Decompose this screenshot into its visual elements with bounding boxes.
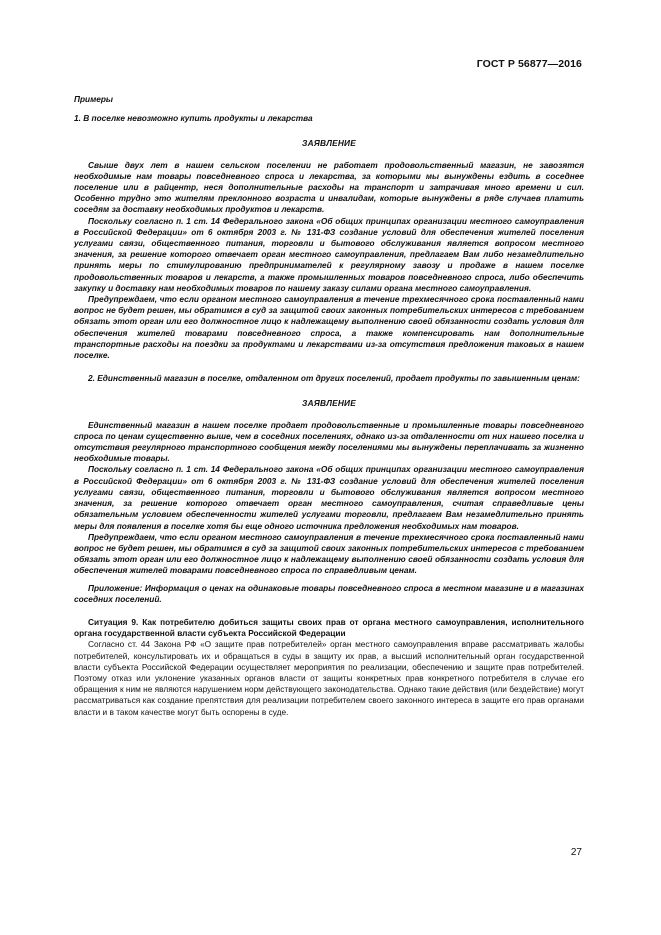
statement2-title: ЗАЯВЛЕНИЕ xyxy=(302,398,356,409)
statement2-paragraph-2: Поскольку согласно п. 1 ст. 14 Федерального закона «Об общих принципах организации местного самоуправления в Российской Федерации» от 6 октября 2003 г. № 131-ФЗ создание условий для обеспечения жителей поселения услугами связи, общественного питания, торговли и бытового обслуживания является вопросом местного значения, за решение которого отвечает орган местного самоуправления, считая справедливые цены обязательным условием обеспеченности жителей услугами торговли, предлагаем Вам незамедлительно принять меры для появления в поселке хотя бы еще одного источника предложения необходимых нам товаров. xyxy=(74,464,584,531)
page-content xyxy=(74,94,584,718)
situation9-body: Согласно ст. 44 Закона РФ «О защите прав потребителей» орган местного самоуправления вправе рассматривать жалобы потребителей, консультировать их и обращаться в суды в защиту их прав, а высший исполнительный орган государственной власти субъекта Российской Федерации осуществляет мероприятия по реализации, обеспечению и защите прав потребителей. Поэтому отказ или уклонение указанных органов власти от защиты конкретных прав конкретного потребителя в случае его обращения к ним не являются нарушением норм действующего законодательства. Однако такие действия (или бездействие) могут рассматриваться как создание препятствия для реализации потребителем своего законного интереса в защите его прав органами власти и в таком качестве могут быть оспорены в суде. xyxy=(74,639,584,717)
statement2-paragraph-1: Единственный магазин в нашем поселке продает продовольственные и промышленные товары повседневного спроса по ценам существенно выше, чем в соседних поселениях, однако из-за отдаленности от них нашего поселка и отсутствия регулярного транспортного сообщения между поселениями мы вынуждены переплачивать за жизненно необходимые товары. xyxy=(74,419,584,464)
statement1-paragraph-1: Свыше двух лет в нашем сельском поселении не работает продовольственный магазин, не завозятся необходимые нам товары повседневного спроса и лекарства, за которыми мы вынуждены ездить в соседнее поселение или в райцентр, неся дополнительные расходы на транспорт и затрачивая много времени и сил. Особенно трудно это жителям преклонного возраста и инвалидам, которые вынуждены в ряде случаев платить соседям за доставку необходимых продуктов и лекарств. xyxy=(74,159,584,215)
statement2-paragraph-3: Предупреждаем, что если органом местного самоуправления в течение трехмесячного срока поставленный нами вопрос не будет решен, мы обратимся в суд за защитой своих законных потребительских интересов с требованием обязать этот орган или его должностное лицо к надлежащему выполнению своей обязанности создать условия для обеспечения жителей товарами повседневного спроса по справедливым ценам. xyxy=(74,531,584,576)
statement1-paragraph-2: Поскольку согласно п. 1 ст. 14 Федерального закона «Об общих принципах организации местного самоуправления в Российской Федерации» от 6 октября 2003 г. № 131-ФЗ создание условий для обеспечения жителей поселения услугами связи, общественного питания, торговли и бытового обслуживания является вопросом местного значения, за решение которого отвечает орган местного самоуправления, предлагаем Вам либо незамедлительно принять меры по стимулированию предпринимателей к регулярному завозу и продаже в нашем поселке продовольственных товаров и лекарств, а также промышленных товаров повседневного спроса, либо обеспечить закупку и доставку нам необходимых товаров по нашему заказу силами органа местного самоуправления. xyxy=(74,215,584,293)
example2-title: 2. Единственный магазин в поселке, отдаленном от других поселений, продает продукты по завышенным ценам: xyxy=(88,373,580,384)
page-number: 27 xyxy=(570,847,582,858)
statement1-title: ЗАЯВЛЕНИЕ xyxy=(302,138,356,149)
example1-title: 1. В поселке невозможно купить продукты и лекарства xyxy=(74,113,313,124)
situation9-title: Ситуация 9. Как потребителю добиться защиты своих прав от органа местного самоуправления, исполнительного органа государственной власти субъекта Российской Федерации xyxy=(74,616,584,639)
examples-heading: Примеры xyxy=(74,94,114,104)
statement2-appendix: Приложение: Информация о ценах на одинаковые товары повседневного спроса в местном магазине и в магазинах соседних поселений. xyxy=(74,582,584,604)
standard-header: ГОСТ Р 56877—2016 xyxy=(476,58,582,70)
statement1-paragraph-3: Предупреждаем, что если органом местного самоуправления в течение трехмесячного срока поставленный нами вопрос не будет решен, мы обратимся в суд за защитой своих законных потребительских интересов с требованием обязать этот орган или его должностное лицо к надлежащему выполнению своей обязанности создать условия для обеспечения жителей товарами повседневного спроса, а также компенсировать нам дополнительные транспортные расходы на поездки за продуктами и лекарствами из-за отсутствия предложения таковых в нашем поселке. xyxy=(74,294,584,361)
